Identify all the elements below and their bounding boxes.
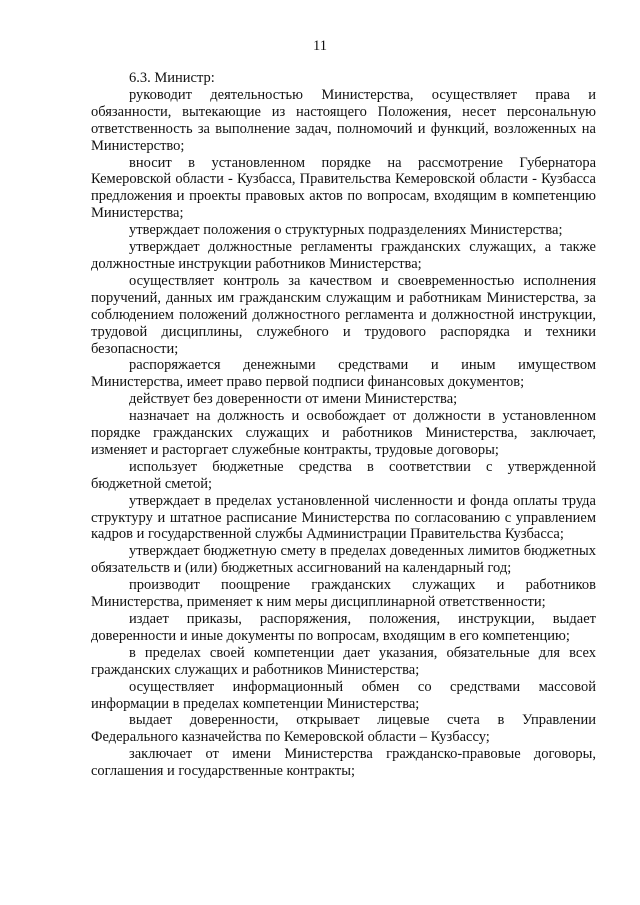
paragraph-12: производит поощрение гражданских служащих и работников Министерства, применяет к ним меры дисциплинарной ответственности;	[91, 577, 596, 611]
paragraph-14: в пределах своей компетенции дает указания, обязательные для всех гражданских служащих и работников Министерства;	[91, 644, 596, 678]
paragraph-15: осуществляет информационный обмен со средствами массовой информации в пределах компетенции Министерства;	[91, 678, 596, 712]
paragraph-11: утверждает бюджетную смету в пределах доведенных лимитов бюджетных обязательств и (или) бюджетных ассигнований на календарный год;	[91, 543, 596, 577]
paragraph-8: назначает на должность и освобождает от должности в установленном порядке гражданских служащих и работников Министерства, заключает, изменяет и расторгает служебные контракты, трудовые договоры;	[91, 408, 596, 458]
paragraph-2: вносит в установленном порядке на рассмотрение Губернатора Кемеровской области - Кузбасса, Правительства Кемеровской области - Кузбасса предложения и проекты правовых актов по вопросам, входящим в компетенцию Министерства;	[91, 154, 596, 222]
paragraph-10: утверждает в пределах установленной численности и фонда оплаты труда структуру и штатное расписание Министерства по согласованию с управлением кадров и государственной службы Администрации Правительства Кузбасса;	[91, 492, 596, 543]
document-body	[91, 70, 596, 780]
paragraph-16: выдает доверенности, открывает лицевые счета в Управлении Федерального казначейства по Кемеровской области – Кузбассу;	[91, 712, 596, 746]
paragraph-7: действует без доверенности от имени Министерства;	[129, 391, 458, 408]
page-number: 11	[313, 38, 327, 54]
paragraph-17: заключает от имени Министерства гражданско-правовые договоры, соглашения и государственные контракты;	[91, 746, 596, 780]
paragraph-6: распоряжается денежными средствами и иным имуществом Министерства, имеет право первой подписи финансовых документов;	[91, 357, 596, 391]
paragraph-1: руководит деятельностью Министерства, осуществляет права и обязанности, вытекающие из настоящего Положения, несет персональную ответственность за выполнение задач, полномочий и функций, возложенных на Министерство;	[91, 86, 596, 154]
paragraph-9: использует бюджетные средства в соответствии с утвержденной бюджетной сметой;	[91, 458, 596, 492]
section-heading: 6.3. Министр:	[129, 70, 215, 86]
paragraph-5: осуществляет контроль за качеством и своевременностью исполнения поручений, данных им гражданским служащим и работникам Министерства, за соблюдением положений должностного регламента и должностной инструкции, трудовой дисциплины, служебного и трудового распорядка и техники безопасности;	[91, 272, 596, 357]
paragraph-13: издает приказы, распоряжения, положения, инструкции, выдает доверенности и иные документы по вопросам, входящим в его компетенцию;	[91, 611, 596, 644]
paragraph-3: утверждает положения о структурных подразделениях Министерства;	[129, 222, 563, 239]
paragraph-4: утверждает должностные регламенты гражданских служащих, а также должностные инструкции работников Министерства;	[91, 239, 596, 272]
